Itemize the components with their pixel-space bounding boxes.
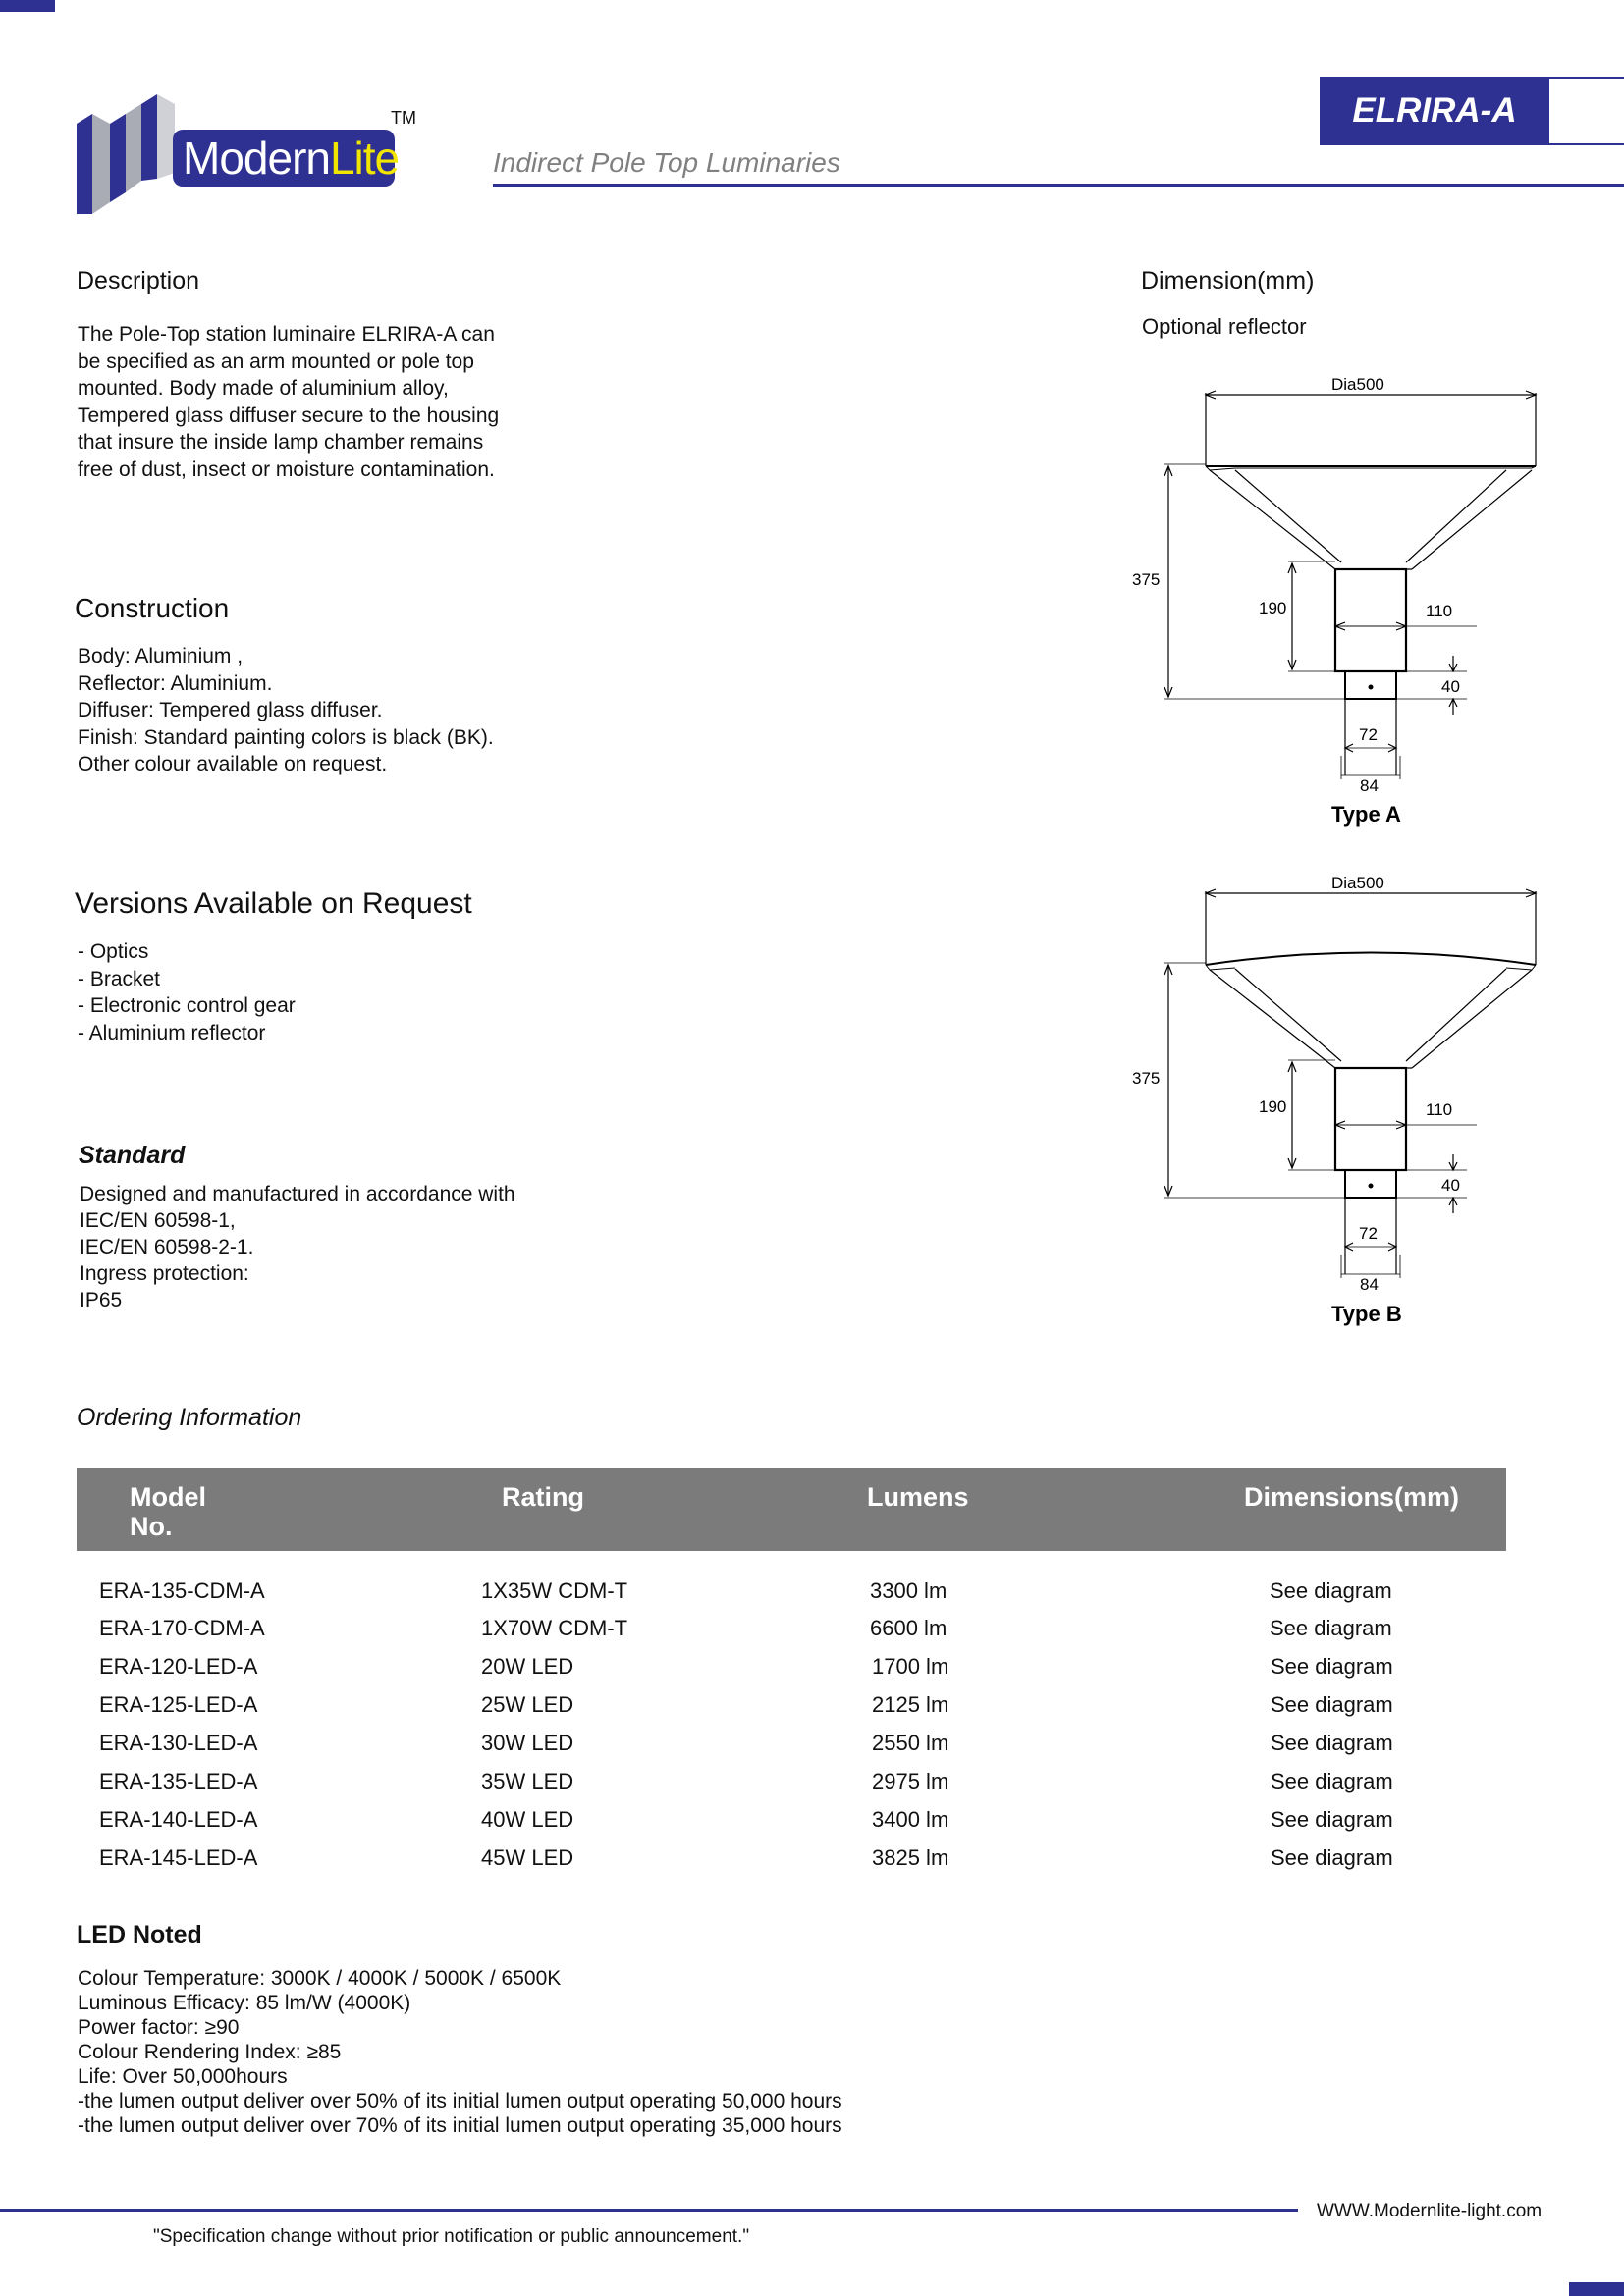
cell-model: ERA-140-LED-A: [99, 1807, 258, 1832]
table-row: [0, 1654, 1624, 1691]
diagram-type-a: [1164, 391, 1536, 779]
cell-model: ERA-120-LED-A: [99, 1654, 258, 1679]
dim-dia-b: Dia500: [1331, 874, 1384, 892]
col-model: Model No.: [130, 1482, 206, 1541]
header-rule: [493, 184, 1624, 187]
standard-heading: Standard: [79, 1142, 186, 1169]
dim-width-b: 110: [1426, 1100, 1453, 1119]
dim-height-a: 375: [1132, 570, 1161, 589]
cell-dimensions: See diagram: [1271, 1654, 1393, 1679]
col-rating: Rating: [502, 1482, 584, 1512]
standard-text: Designed and manufactured in accordance with IEC/EN 60598-1, IEC/EN 60598-2-1. Ingress protection: IP65: [80, 1183, 515, 1311]
ordering-heading: Ordering Information: [77, 1404, 302, 1431]
cell-model: ERA-130-LED-A: [99, 1731, 258, 1755]
cell-lumens: 3400 lm: [872, 1807, 949, 1832]
cell-dimensions: See diagram: [1270, 1578, 1392, 1603]
website-link[interactable]: WWW.Modernlite-light.com: [1317, 2201, 1543, 2221]
cell-dimensions: See diagram: [1271, 1845, 1393, 1870]
dim-height-b: 375: [1132, 1069, 1161, 1088]
cell-rating: 40W LED: [481, 1807, 574, 1832]
model-badge-outline: [1545, 77, 1624, 145]
cell-dimensions: See diagram: [1271, 1731, 1393, 1755]
table-row: [0, 1731, 1624, 1768]
dim-inner-a: 72: [1359, 725, 1378, 744]
dim-base-b: 40: [1441, 1176, 1460, 1195]
dim-width-a: 110: [1426, 602, 1453, 620]
led-notes: Colour Temperature: 3000K / 4000K / 5000K / 6500K Luminous Efficacy: 85 lm/W (4000K) Power factor: ≥90 Colour Rendering Index: ≥85 Life: Over 50,000hours -the lumen output deliver over 50% of its initial lumen output operating 50,000 hours -the lumen output deliver over 70% of its initial lumen output operating 35,000 hours: [78, 1967, 842, 2137]
cell-lumens: 6600 lm: [870, 1616, 947, 1640]
cell-dimensions: See diagram: [1270, 1616, 1392, 1640]
table-row: [0, 1845, 1624, 1883]
cell-rating: 1X35W CDM-T: [481, 1578, 628, 1603]
dim-inner-b: 72: [1359, 1224, 1378, 1243]
logo-mark-icon: [77, 94, 175, 218]
table-row: [0, 1578, 1624, 1616]
description-text: The Pole-Top station luminaire ELRIRA-A can be specified as an arm mounted or pole top mounted. Body made of aluminium alloy, Tempered glass diffuser secure to the housing that insure the inside lamp chamber remains free of dust, insect or moisture contamination.: [78, 323, 500, 481]
disclaimer: "Specification change without prior notification or public announcement.": [153, 2226, 750, 2247]
cell-lumens: 3300 lm: [870, 1578, 947, 1603]
base-dot-a: [1369, 685, 1374, 690]
dim-outer-b: 84: [1360, 1275, 1379, 1294]
dim-base-a: 40: [1441, 677, 1460, 696]
cell-model: ERA-125-LED-A: [99, 1692, 258, 1717]
cell-model: ERA-145-LED-A: [99, 1845, 258, 1870]
dim-outer-a: 84: [1360, 776, 1379, 795]
cell-lumens: 2125 lm: [872, 1692, 949, 1717]
description-heading: Description: [77, 267, 200, 294]
cell-dimensions: See diagram: [1271, 1769, 1393, 1793]
cell-rating: 35W LED: [481, 1769, 574, 1793]
construction-heading: Construction: [75, 593, 230, 623]
table-row: [0, 1692, 1624, 1730]
construction-text: Body: Aluminium , Reflector: Aluminium. Diffuser: Tempered glass diffuser. Finish: Standard painting colors is black (BK). Other colour available on request.: [78, 645, 494, 775]
led-heading: LED Noted: [77, 1921, 202, 1949]
optional-reflector-label: Optional reflector: [1142, 314, 1307, 339]
cell-rating: 1X70W CDM-T: [481, 1616, 628, 1640]
cell-lumens: 2550 lm: [872, 1731, 949, 1755]
dim-body-a: 190: [1259, 599, 1287, 617]
cell-rating: 45W LED: [481, 1845, 574, 1870]
dim-body-b: 190: [1259, 1097, 1287, 1116]
cell-lumens: 1700 lm: [872, 1654, 949, 1679]
cell-dimensions: See diagram: [1271, 1692, 1393, 1717]
dim-dia-a: Dia500: [1331, 375, 1384, 394]
cell-rating: 25W LED: [481, 1692, 574, 1717]
cell-dimensions: See diagram: [1271, 1807, 1393, 1832]
col-dimensions: Dimensions(mm): [1244, 1482, 1460, 1512]
diagram-type-b: [1164, 889, 1536, 1278]
type-a-label: Type A: [1331, 802, 1401, 827]
brand-name: ModernLite: [173, 130, 395, 187]
cell-lumens: 3825 lm: [872, 1845, 949, 1870]
cell-model: ERA-135-CDM-A: [99, 1578, 265, 1603]
cell-model: ERA-135-LED-A: [99, 1769, 258, 1793]
dimension-heading: Dimension(mm): [1141, 267, 1315, 294]
cell-model: ERA-170-CDM-A: [99, 1616, 265, 1640]
footer-rule: [0, 2209, 1298, 2212]
cell-lumens: 2975 lm: [872, 1769, 949, 1793]
trademark-mark: TM: [391, 108, 416, 128]
table-row: [0, 1807, 1624, 1844]
corner-accent-bottom: [1569, 2282, 1624, 2296]
brand-logo: [77, 94, 430, 218]
ordering-table-header: [77, 1468, 1506, 1551]
versions-heading: Versions Available on Request: [75, 887, 472, 920]
dimension-diagram: [1119, 373, 1551, 1345]
corner-accent-top: [0, 0, 55, 12]
product-subtitle: Indirect Pole Top Luminaries: [493, 147, 840, 178]
cell-rating: 30W LED: [481, 1731, 574, 1755]
table-row: [0, 1616, 1624, 1653]
cell-rating: 20W LED: [481, 1654, 574, 1679]
type-b-label: Type B: [1331, 1302, 1402, 1326]
table-row: [0, 1769, 1624, 1806]
col-lumens: Lumens: [867, 1482, 969, 1512]
base-dot-b: [1369, 1184, 1374, 1189]
model-badge: ELRIRA-A: [1320, 77, 1549, 145]
versions-list: - Optics - Bracket - Electronic control gear - Aluminium reflector: [78, 940, 296, 1044]
